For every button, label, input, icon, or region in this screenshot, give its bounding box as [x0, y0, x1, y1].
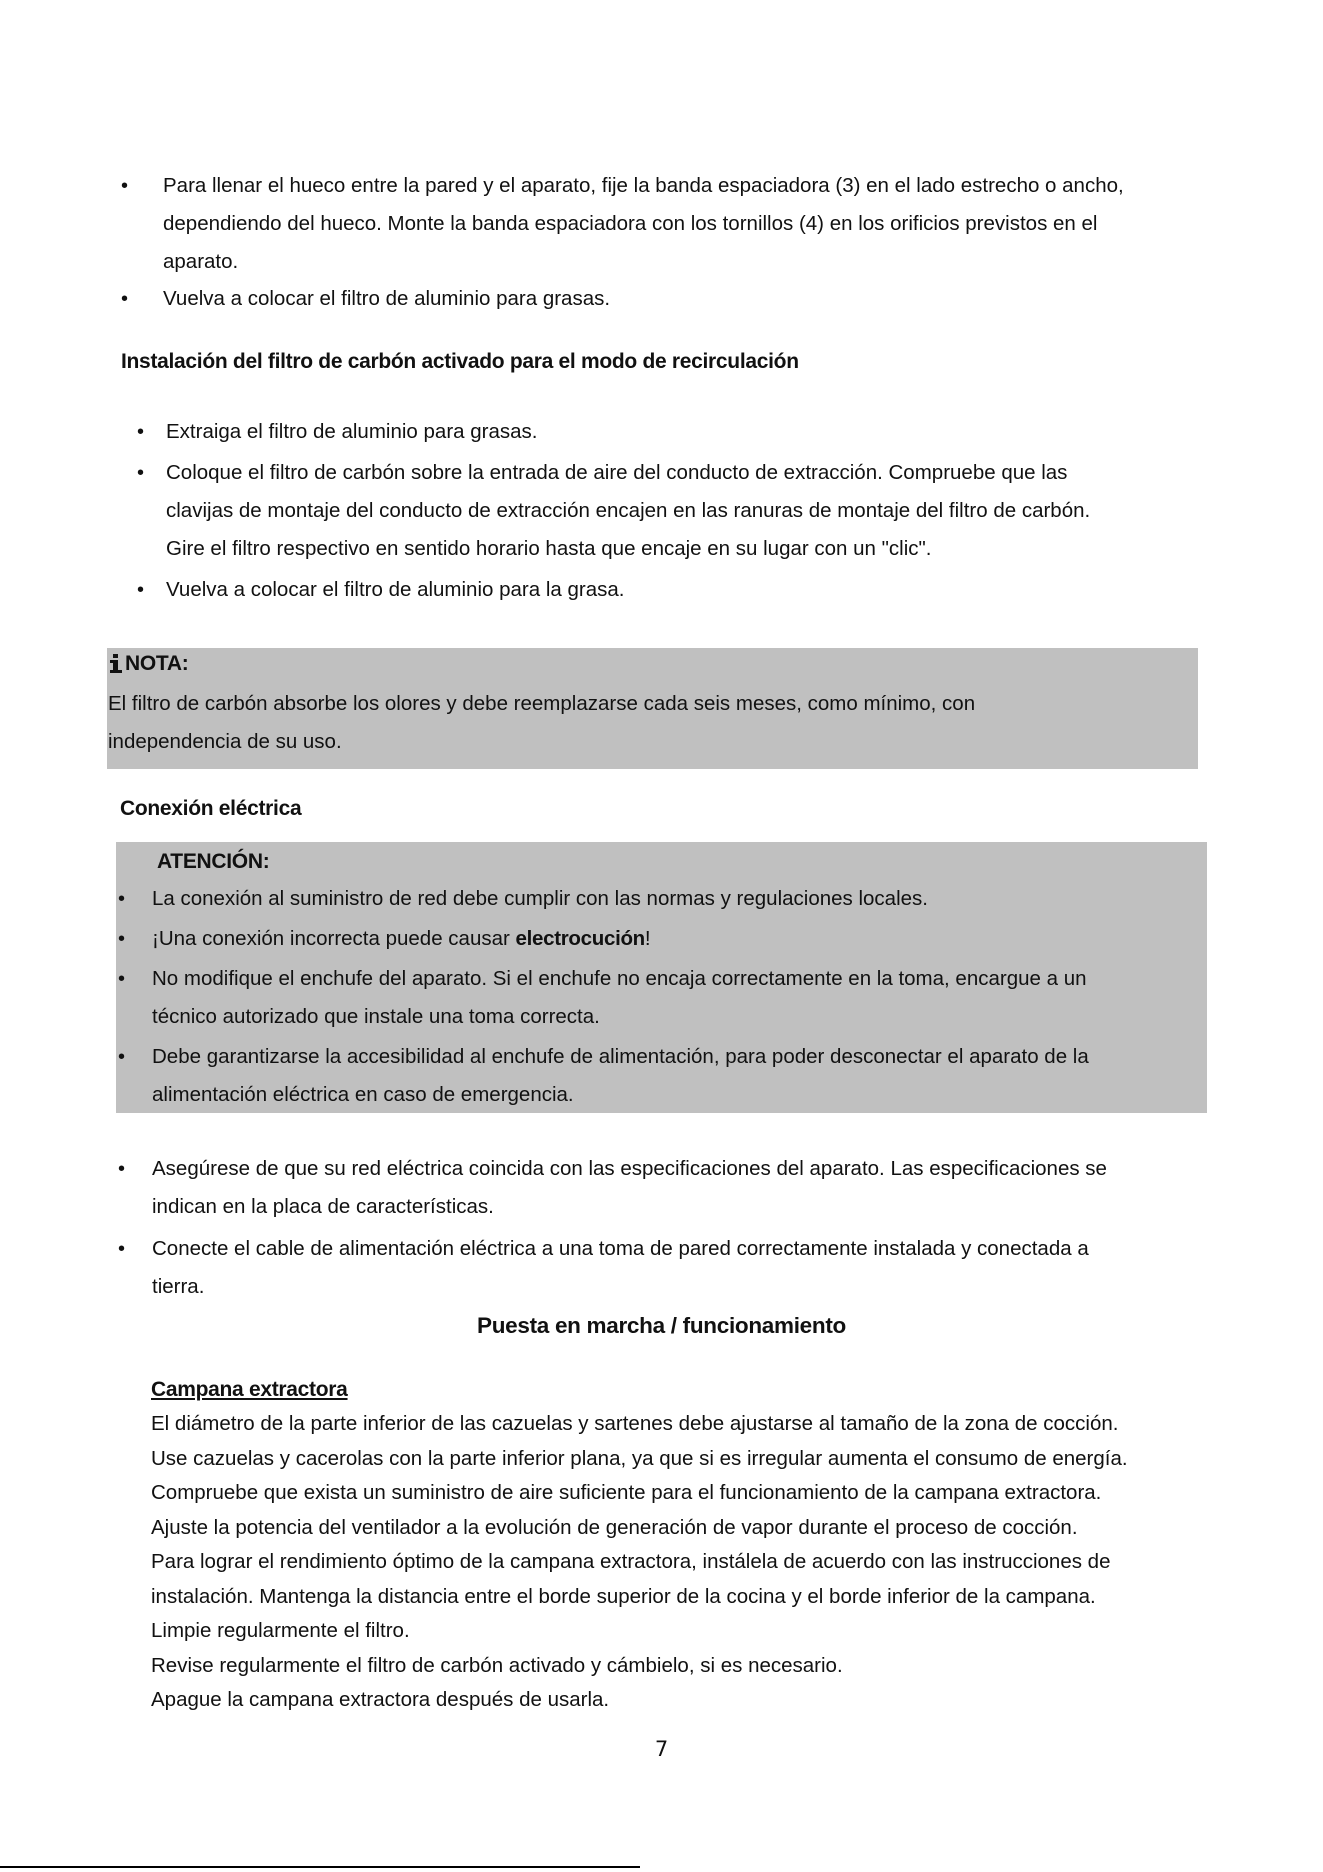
list-item: Extraiga el filtro de aluminio para grasas. — [166, 420, 538, 443]
line: Asegúrese de que su red eléctrica coincida con las especificaciones del aparato. Las especificaciones se — [152, 1157, 1107, 1180]
bullet-marker: • — [121, 288, 129, 310]
subsection-heading: Campana extractora — [151, 1378, 348, 1401]
line: clavijas de montaje del conducto de extracción encajen en las ranuras de montaje del filtro de carbón. — [166, 499, 1091, 522]
line: Para lograr el rendimiento óptimo de la campana extractora, instálela de acuerdo con las instrucciones de — [151, 1550, 1111, 1573]
bullet-marker: • — [118, 968, 126, 990]
line: Gire el filtro respectivo en sentido horario hasta que encaje en su lugar con un "clic". — [166, 537, 932, 560]
list-item — [152, 920, 651, 958]
note-box — [107, 648, 1198, 769]
list-item: La conexión al suministro de red debe cumplir con las normas y regulaciones locales. — [152, 887, 928, 910]
line: Limpie regularmente el filtro. — [151, 1619, 410, 1642]
line: Use cazuelas y cacerolas con la parte inferior plana, ya que si es irregular aumenta el consumo de energía. — [151, 1446, 1128, 1470]
line: Conecte el cable de alimentación eléctrica a una toma de pared correctamente instalada y conectada a — [152, 1237, 1089, 1260]
list-item — [163, 167, 1243, 281]
section-heading: Conexión eléctrica — [120, 797, 302, 820]
emphasis-text: electrocución — [515, 927, 645, 950]
list-item — [166, 454, 1246, 568]
bullet-marker: • — [137, 579, 145, 601]
list-item — [152, 1150, 1232, 1226]
info-icon — [109, 653, 123, 675]
note-body — [108, 685, 975, 761]
operation-text — [151, 1407, 1271, 1718]
line: tierra. — [152, 1275, 205, 1298]
line: Debe garantizarse la accesibilidad al enchufe de alimentación, para poder desconectar el aparato de la — [152, 1045, 1089, 1068]
text: ! — [644, 927, 651, 950]
page-number: 7 — [654, 1737, 669, 1761]
line: El filtro de carbón absorbe los olores y debe reemplazarse cada seis meses, como mínimo, con — [108, 692, 976, 715]
bullet-marker: • — [118, 1046, 126, 1068]
line: independencia de su uso. — [108, 730, 342, 753]
footer-divider — [0, 1866, 640, 1868]
line: Ajuste la potencia del ventilador a la evolución de generación de vapor durante el proceso de cocción. — [151, 1515, 1078, 1539]
bullet-marker: • — [137, 421, 145, 443]
line: Coloque el filtro de carbón sobre la entrada de aire del conducto de extracción. Compruebe que las — [166, 461, 1068, 484]
line: No modifique el enchufe del aparato. Si el enchufe no encaja correctamente en la toma, encargue a un — [152, 967, 1087, 990]
line: El diámetro de la parte inferior de las cazuelas y sartenes debe ajustarse al tamaño de la zona de cocción. — [151, 1412, 1119, 1435]
bullet-marker: • — [118, 1158, 126, 1180]
line: Revise regularmente el filtro de carbón activado y cámbielo, si es necesario. — [151, 1653, 843, 1677]
line: alimentación eléctrica en caso de emergencia. — [152, 1083, 574, 1106]
line: dependiendo del hueco. Monte la banda espaciadora con los tornillos (4) en los orificios previstos en el — [163, 212, 1098, 235]
page-section-title: Puesta en marcha / funcionamiento — [477, 1313, 846, 1338]
bullet-marker: • — [137, 462, 145, 484]
list-item — [152, 1230, 1232, 1306]
line: Para llenar el hueco entre la pared y el aparato, fije la banda espaciadora (3) en el lado estrecho o ancho, — [163, 174, 1124, 197]
line: instalación. Mantenga la distancia entre el borde superior de la cocina y el borde inferior de la campana. — [151, 1584, 1096, 1608]
line: aparato. — [163, 250, 239, 273]
list-item: Vuelva a colocar el filtro de aluminio para la grasa. — [166, 578, 625, 601]
bullet-marker: • — [118, 888, 126, 910]
list-item — [152, 1038, 1212, 1114]
line: indican en la placa de características. — [152, 1195, 494, 1218]
bullet-marker: • — [121, 175, 129, 197]
bullet-marker: • — [118, 928, 126, 950]
line: Compruebe que exista un suministro de aire suficiente para el funcionamiento de la campana extractora. — [151, 1481, 1102, 1504]
line: Apague la campana extractora después de usarla. — [151, 1688, 610, 1711]
note-title-row — [109, 652, 188, 676]
list-item — [152, 960, 1212, 1036]
text: ¡Una conexión incorrecta puede causar — [152, 927, 516, 950]
section-heading: Instalación del filtro de carbón activado para el modo de recirculación — [121, 350, 799, 373]
list-item: Vuelva a colocar el filtro de aluminio para grasas. — [163, 287, 611, 310]
note-title: NOTA: — [125, 652, 189, 675]
warning-title: ATENCIÓN: — [157, 850, 270, 873]
bullet-marker: • — [118, 1238, 126, 1260]
line: técnico autorizado que instale una toma correcta. — [152, 1005, 600, 1028]
